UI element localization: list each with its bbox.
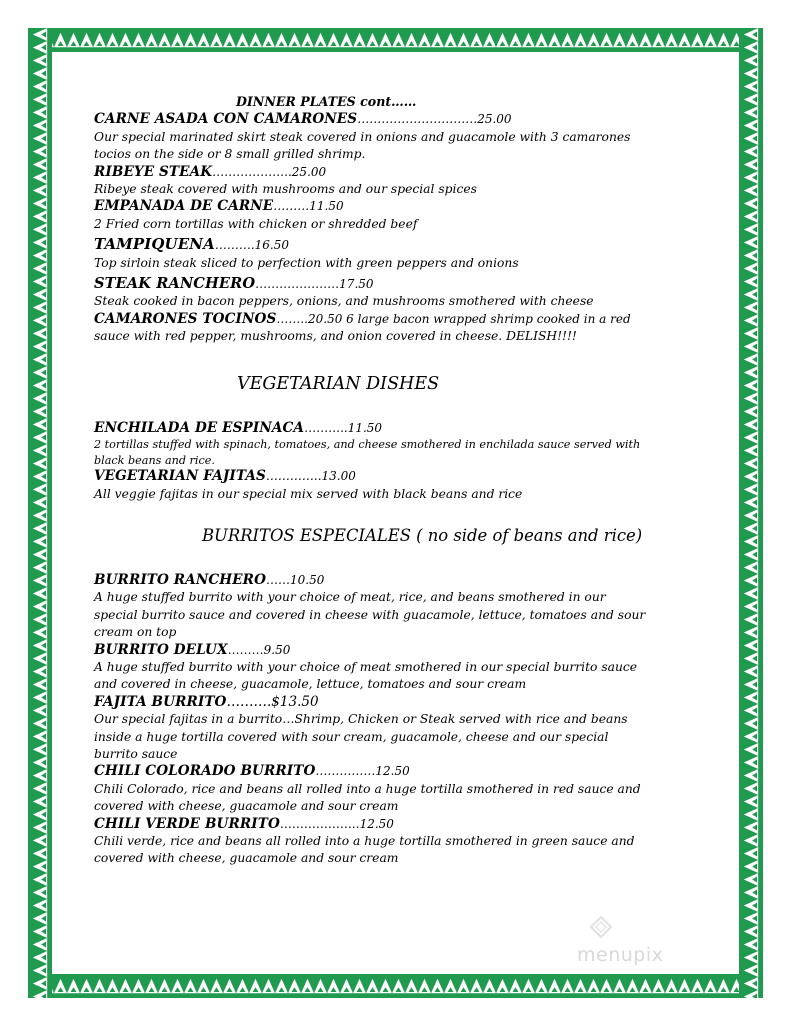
- item-description: cream on top: [94, 625, 177, 640]
- item-leader: ………………: [212, 164, 285, 179]
- border-left-pattern: [28, 28, 52, 998]
- menu-item: [94, 164, 704, 199]
- item-leader: ……………: [315, 764, 376, 779]
- item-description: inside a huge tortilla covered with sour cream, guacamole, cheese and our special: [94, 729, 609, 744]
- item-name: CHILI COLORADO BURRITO: [94, 763, 316, 780]
- item-name: RIBEYE STEAK: [94, 163, 213, 180]
- menu-item: [94, 468, 704, 503]
- item-description: special burrito sauce and covered in cheese with guacamole, lettuce, tomatoes and sour: [94, 607, 646, 622]
- item-description: A huge stuffed burrito with your choice of meat, rice, and beans smothered in our: [94, 590, 606, 605]
- item-leader: ……..: [276, 311, 308, 326]
- menu-item: [94, 816, 704, 868]
- item-leader: …………………: [255, 277, 340, 292]
- item-price: 11.50: [347, 420, 383, 435]
- menu-content: [94, 93, 704, 868]
- item-price: 10.50: [290, 572, 325, 587]
- item-price: 12.50: [375, 764, 410, 779]
- item-leader: ………: [227, 642, 264, 657]
- item-leader: ……….: [226, 693, 272, 710]
- item-description: Our special fajitas in a burrito…Shrimp, Chicken or Steak served with rice and beans: [94, 712, 628, 727]
- item-name: CAMARONES TOCINOS: [94, 310, 277, 327]
- item-name: TAMPIQUENA: [94, 235, 215, 254]
- item-name: BURRITO DELUX: [94, 641, 228, 658]
- vegetarian-section-title: VEGETARIAN DISHES: [237, 373, 440, 394]
- border-bottom-pattern: [28, 974, 763, 998]
- menupix-watermark: menupix: [577, 944, 664, 966]
- menu-item: [94, 694, 704, 764]
- item-name: EMPANADA DE CARNE: [94, 198, 274, 215]
- menupix-logo-icon: [588, 914, 614, 940]
- item-leader: ……: [266, 572, 291, 587]
- item-description: covered with cheese, guacamole and sour cream: [94, 851, 399, 866]
- item-price: 25.00: [477, 112, 512, 127]
- item-description: black beans and rice.: [94, 453, 215, 467]
- item-price: 20.50 6 large bacon wrapped shrimp cooked in a red: [308, 311, 631, 326]
- menu-item: [94, 572, 704, 642]
- item-leader: ………………..: [279, 816, 360, 831]
- item-description: Our special marinated skirt steak covered in onions and guacamole with 3 camarones: [94, 129, 631, 144]
- item-description: Steak cooked in bacon peppers, onions, and mushrooms smothered with cheese: [94, 294, 594, 309]
- item-leader: …………………………: [357, 112, 478, 127]
- item-price: 17.50: [339, 277, 374, 292]
- border-right-pattern: [739, 28, 763, 998]
- menu-item: [94, 275, 704, 311]
- item-name: FAJITA BURRITO: [94, 693, 227, 710]
- item-name: CHILI VERDE BURRITO: [94, 815, 280, 832]
- item-price: 13.00: [321, 469, 356, 484]
- item-leader: …………..: [265, 469, 322, 484]
- menu-item: [94, 763, 704, 815]
- item-name: BURRITO RANCHERO: [94, 571, 267, 588]
- burritos-section-title: BURRITOS ESPECIALES ( no side of beans and rice): [202, 525, 643, 545]
- item-description: A huge stuffed burrito with your choice of meat smothered in our special burrito sauce: [94, 659, 638, 674]
- menu-item: [94, 111, 704, 163]
- item-price: $13.50: [271, 693, 319, 710]
- border-top-pattern: [28, 28, 763, 52]
- menu-item: [94, 236, 704, 272]
- item-description: and covered in cheese, guacamole, lettuce, tomatoes and sour cream: [94, 677, 527, 692]
- menu-item: [94, 420, 704, 468]
- menu-item: [94, 642, 704, 694]
- dinner-plates-continued-heading: DINNER PLATES cont……: [236, 94, 417, 109]
- item-description: burrito sauce: [94, 746, 178, 761]
- item-price: 9.50: [263, 642, 291, 657]
- item-description: covered with cheese, guacamole and sour cream: [94, 799, 399, 814]
- item-description: Top sirloin steak sliced to perfection with green peppers and onions: [94, 255, 519, 270]
- menu-item: [94, 311, 704, 346]
- item-name: CARNE ASADA CON CAMARONES: [94, 111, 358, 128]
- item-price: 12.50: [359, 816, 394, 831]
- item-description: Ribeye steak covered with mushrooms and our special spices: [94, 182, 477, 197]
- vegetarian-list: [94, 420, 704, 503]
- item-description: sauce with red pepper, mushrooms, and onion covered in cheese. DELISH!!!!: [94, 329, 577, 344]
- item-description: tocios on the side or 8 small grilled shrimp.: [94, 147, 366, 162]
- item-description: Chili verde, rice and beans all rolled into a huge tortilla smothered in green sauce and: [94, 834, 635, 848]
- item-description: 2 Fried corn tortillas with chicken or shredded beef: [94, 216, 418, 231]
- item-name: STEAK RANCHERO: [94, 275, 256, 293]
- item-description: 2 tortillas stuffed with spinach, tomatoes, and cheese smothered in enchilada sauce served with: [94, 438, 641, 452]
- item-price: 11.50: [309, 199, 344, 214]
- item-price: ..25.00: [284, 164, 327, 179]
- item-description: Chili Colorado, rice and beans all rolled into a huge tortilla smothered in red sauce and: [94, 781, 641, 796]
- item-leader: ……….: [214, 238, 255, 253]
- burritos-list: [94, 572, 704, 868]
- item-name: ENCHILADA DE ESPINACA: [94, 419, 305, 436]
- item-leader: ………..: [304, 420, 348, 435]
- menu-item: [94, 198, 704, 233]
- item-price: 16.50: [254, 238, 289, 253]
- dinner-plates-list: [94, 111, 704, 345]
- item-leader: ………: [273, 199, 310, 214]
- item-description: All veggie fajitas in our special mix served with black beans and rice: [94, 486, 523, 501]
- item-name: VEGETARIAN FAJITAS: [94, 468, 266, 485]
